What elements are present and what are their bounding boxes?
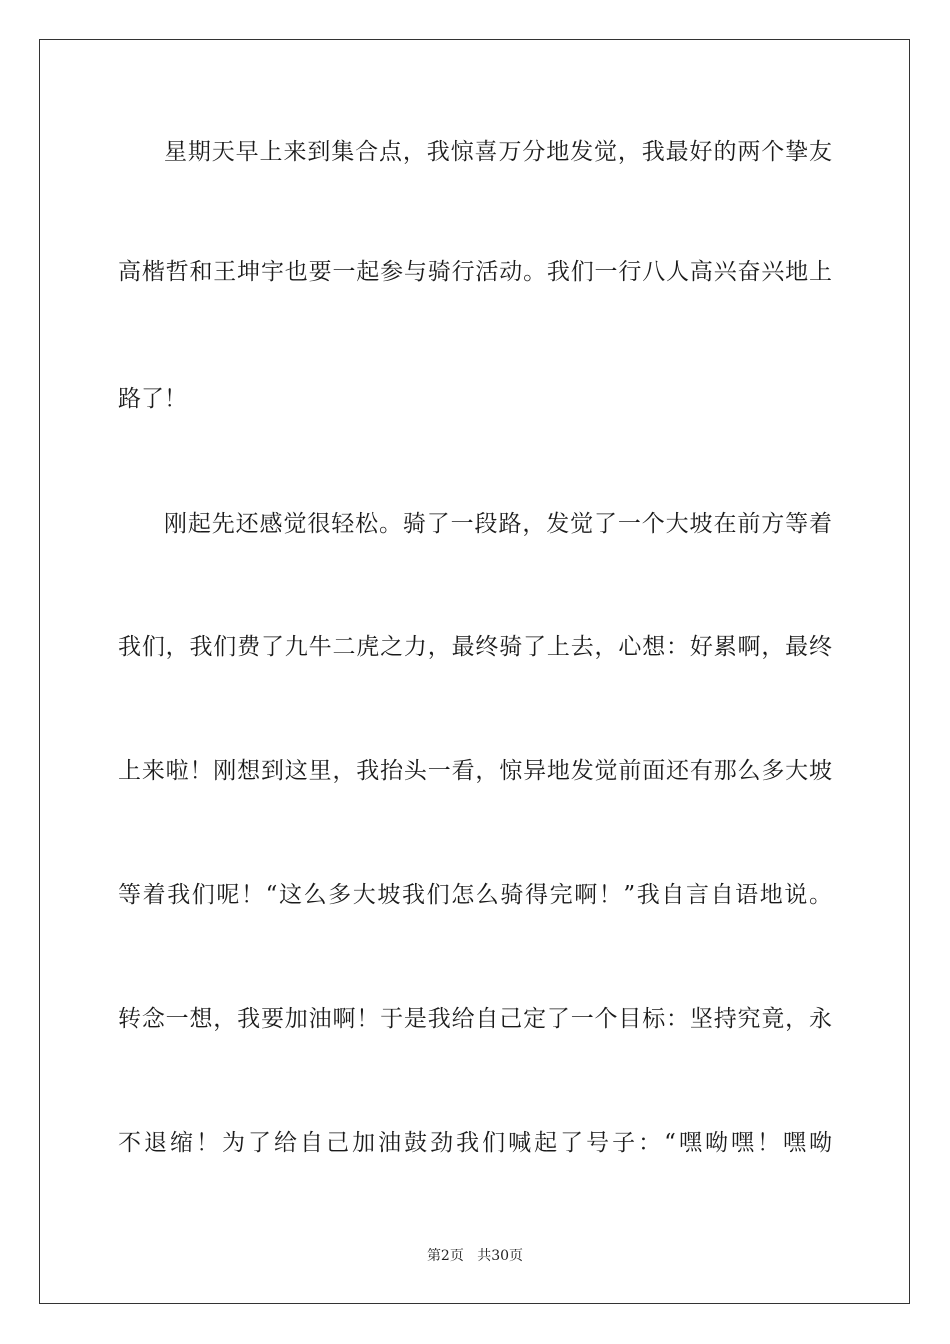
page-frame [39, 39, 910, 1304]
text-line: 转念一想，我要加油啊！于是我给自己定了一个目标：坚持究竟，永 [118, 1006, 832, 1032]
text-line: 路了！ [118, 386, 187, 412]
text-line: 上来啦！刚想到这里，我抬头一看，惊异地发觉前面还有那么多大坡 [118, 758, 832, 784]
page-number: 第2页 [426, 1248, 464, 1264]
page-footer [0, 1247, 950, 1265]
text-line: 不退缩！为了给自己加油鼓劲我们喊起了号子：“嘿呦嘿！嘿呦 [118, 1130, 832, 1156]
text-line: 我们，我们费了九牛二虎之力，最终骑了上去，心想：好累啊，最终 [118, 634, 832, 660]
text-line: 等着我们呢！“这么多大坡我们怎么骑得完啊！”我自言自语地说。 [118, 882, 832, 908]
page-total: 共30页 [477, 1248, 524, 1264]
text-line: 刚起先还感觉很轻松。骑了一段路，发觉了一个大坡在前方等着 [164, 511, 832, 537]
text-line: 星期天早上来到集合点，我惊喜万分地发觉，我最好的两个挚友 [164, 139, 832, 165]
text-line: 高楷哲和王坤宇也要一起参与骑行活动。我们一行八人高兴奋兴地上 [118, 259, 832, 285]
